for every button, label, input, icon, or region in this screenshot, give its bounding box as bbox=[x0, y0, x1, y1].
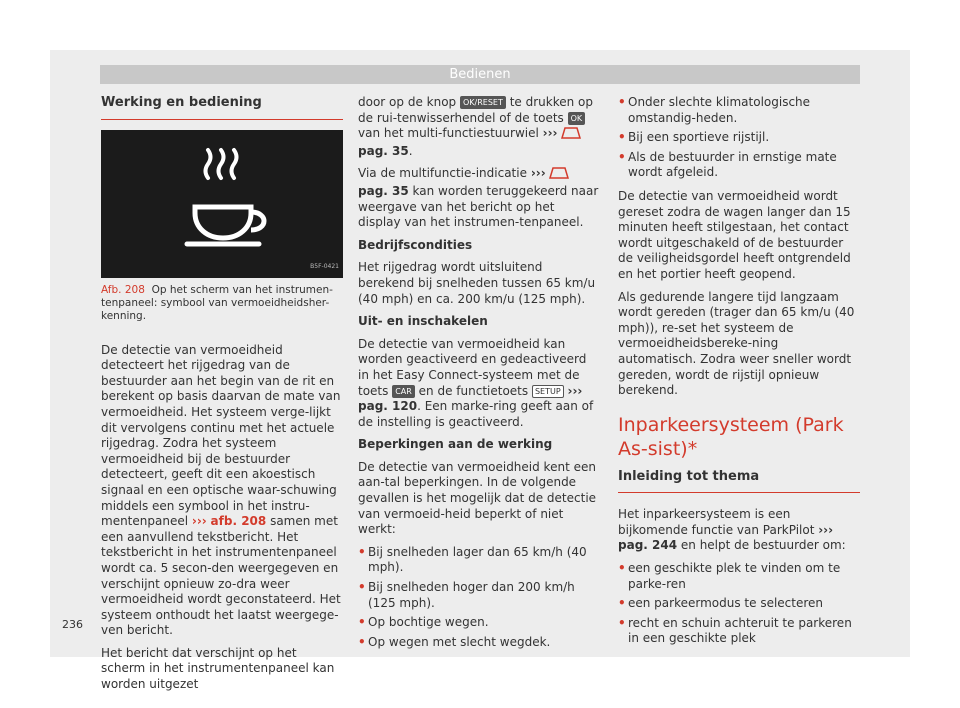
ok-key: OK bbox=[568, 112, 586, 125]
list-item: • recht en schuin achteruit te parkeren in een geschikte plek bbox=[618, 616, 860, 647]
column-3 bbox=[618, 95, 860, 651]
arrow-glyph: ››› bbox=[191, 514, 207, 529]
column-2 bbox=[358, 95, 600, 654]
paragraph bbox=[358, 337, 600, 431]
multifunction-display-icon bbox=[561, 127, 581, 144]
figure-caption bbox=[101, 284, 343, 323]
arrow-glyph: ››› bbox=[530, 166, 546, 181]
chapter-header: Bedienen bbox=[100, 65, 860, 84]
subheading: Beperkingen aan de werking bbox=[358, 437, 553, 452]
fatigue-symbol-figure bbox=[101, 130, 343, 278]
list-item: • een geschikte plek te vinden om te parke-ren bbox=[618, 561, 860, 592]
list-item: • Bij een sportieve rijstijl. bbox=[618, 130, 860, 146]
paragraph: Het bericht dat verschijnt op het scherm in het instrumentenpaneel kan worden uitgezet bbox=[101, 645, 335, 692]
paragraph bbox=[358, 166, 600, 230]
chapter-title: Inparkeersysteem (Park As-sist)* bbox=[618, 413, 844, 460]
text: De detectie van vermoeidheid detecteert het rijgedrag van de bestuurder aan het begin van de rit en berekent op basis daarvan de mate van vermoeidheid. Het systeem verge-lijkt dit vervolgens continu met het actuele rijgedrag. Zodra het systeem vermoeidheid bij de bestuurder detecteert, geeft dit een akoestisch signaal en een optische waar-schuwing middels een symbool in het instru-mentenpaneel bbox=[101, 342, 341, 529]
figure-code: B5F-0421 bbox=[310, 263, 339, 270]
text: en de functietoets bbox=[418, 383, 529, 398]
multifunction-display-icon bbox=[549, 167, 569, 184]
page-link[interactable]: pag. 244 bbox=[618, 538, 678, 553]
list-item: • Bij snelheden hoger dan 200 km/h (125 mph). bbox=[358, 580, 600, 611]
page-link[interactable]: pag. 35 bbox=[358, 143, 409, 158]
text: De detectie van vermoeidheid kan worden geactiveerd en gedeactiveerd in het Easy Connect-systeem met de toets bbox=[358, 336, 587, 398]
column-1 bbox=[101, 95, 343, 700]
list-item: • Op bochtige wegen. bbox=[358, 615, 600, 631]
paragraph bbox=[618, 507, 860, 554]
section-title: Werking en bediening bbox=[101, 95, 343, 120]
subheading: Bedrijfscondities bbox=[358, 237, 473, 252]
paragraph: Als gedurende langere tijd langzaam wordt gereden (trager dan 65 km/u (40 mph)), re-set het systeem de vermoeidheidsbereke-ning automatisch. Zodra weer sneller wordt gereden, wordt de rijstijl opnieuw berekend. bbox=[618, 289, 855, 398]
arrow-glyph: ››› bbox=[567, 383, 583, 398]
text: . Een marke-ring geeft aan of de instelling is geactiveerd. bbox=[358, 399, 594, 429]
car-key: CAR bbox=[392, 385, 415, 398]
paragraph: door op de knop OK/RESET te drukken op de rui-tenwisserhendel of de toets OK van het multi-functiestuurwiel ››› pag. 35. bbox=[358, 95, 593, 158]
text: door op de knop bbox=[358, 95, 457, 109]
page-number: 236 bbox=[62, 618, 83, 631]
ok-reset-key: OK/RESET bbox=[460, 96, 506, 109]
list-item: • een parkeermodus te selecteren bbox=[618, 596, 860, 612]
paragraph: De detectie van vermoeidheid kent een aan-tal beperkingen. In de volgende gevallen is het mogelijk dat de detectie van vermoeid-heid beperkt of niet werkt: bbox=[358, 459, 597, 537]
caption-text: Op het scherm van het instrumen-tenpaneel: symbool van vermoeidheidsher-kenning. bbox=[101, 283, 333, 322]
page-link[interactable]: pag. 35 bbox=[358, 183, 409, 198]
paragraph: De detectie van vermoeidheid wordt gereset zodra de wagen langer dan 15 minuten heeft stilgestaan, het contact wordt uitgeschakeld of de bestuurder de veiligheidsgordel heeft ontgrendeld en het portier heeft geopend. bbox=[618, 188, 851, 281]
list-item: • Als de bestuurder in ernstige mate wordt afgeleid. bbox=[618, 150, 860, 181]
caption-ref: Afb. 208 bbox=[101, 283, 145, 296]
list-item: • Bij snelheden lager dan 65 km/h (40 mph). bbox=[358, 545, 600, 576]
paragraph bbox=[101, 343, 343, 639]
list-item: • Op wegen met slecht wegdek. bbox=[358, 635, 600, 651]
arrow-glyph: ››› bbox=[542, 126, 558, 141]
paragraph: Het rijgedrag wordt uitsluitend berekend bij snelheden tussen 65 km/u (40 mph) en ca. 200 km/u (125 mph). bbox=[358, 260, 596, 306]
arrow-glyph: ››› bbox=[818, 522, 834, 537]
text: Het inparkeersysteem is een bijkomende functie van ParkPilot bbox=[618, 507, 815, 537]
page-link[interactable]: pag. 120 bbox=[358, 399, 418, 414]
list-item: • Onder slechte klimatologische omstandig-heden. bbox=[618, 95, 860, 126]
coffee-cup-icon bbox=[101, 130, 343, 278]
text: te drukken op de rui-tenwisserhendel of de toets bbox=[358, 95, 593, 125]
text: Via de multifunctie-indicatie bbox=[358, 166, 527, 181]
figure-link[interactable]: afb. 208 bbox=[210, 514, 267, 529]
setup-key: SETUP bbox=[532, 385, 564, 398]
text: van het multi-functiestuurwiel bbox=[358, 126, 539, 141]
text: samen met een aanvullend tekstbericht. Het tekstbericht in het instrumentenpaneel wordt ca. 5 secon-den weergegeven en verschijnt opnieuw zo-dra weer vermoeidheid wordt geconstateerd. Het systeem onthoudt het laatst weergege-ven bericht. bbox=[101, 514, 341, 638]
subheading: Uit- en inschakelen bbox=[358, 314, 488, 329]
text: kan worden teruggekeerd naar weergave van het bericht op het display van het instrumen-tenpaneel. bbox=[358, 183, 599, 230]
text: en helpt de bestuurder om: bbox=[680, 538, 846, 553]
section-title: Inleiding tot thema bbox=[618, 469, 860, 494]
